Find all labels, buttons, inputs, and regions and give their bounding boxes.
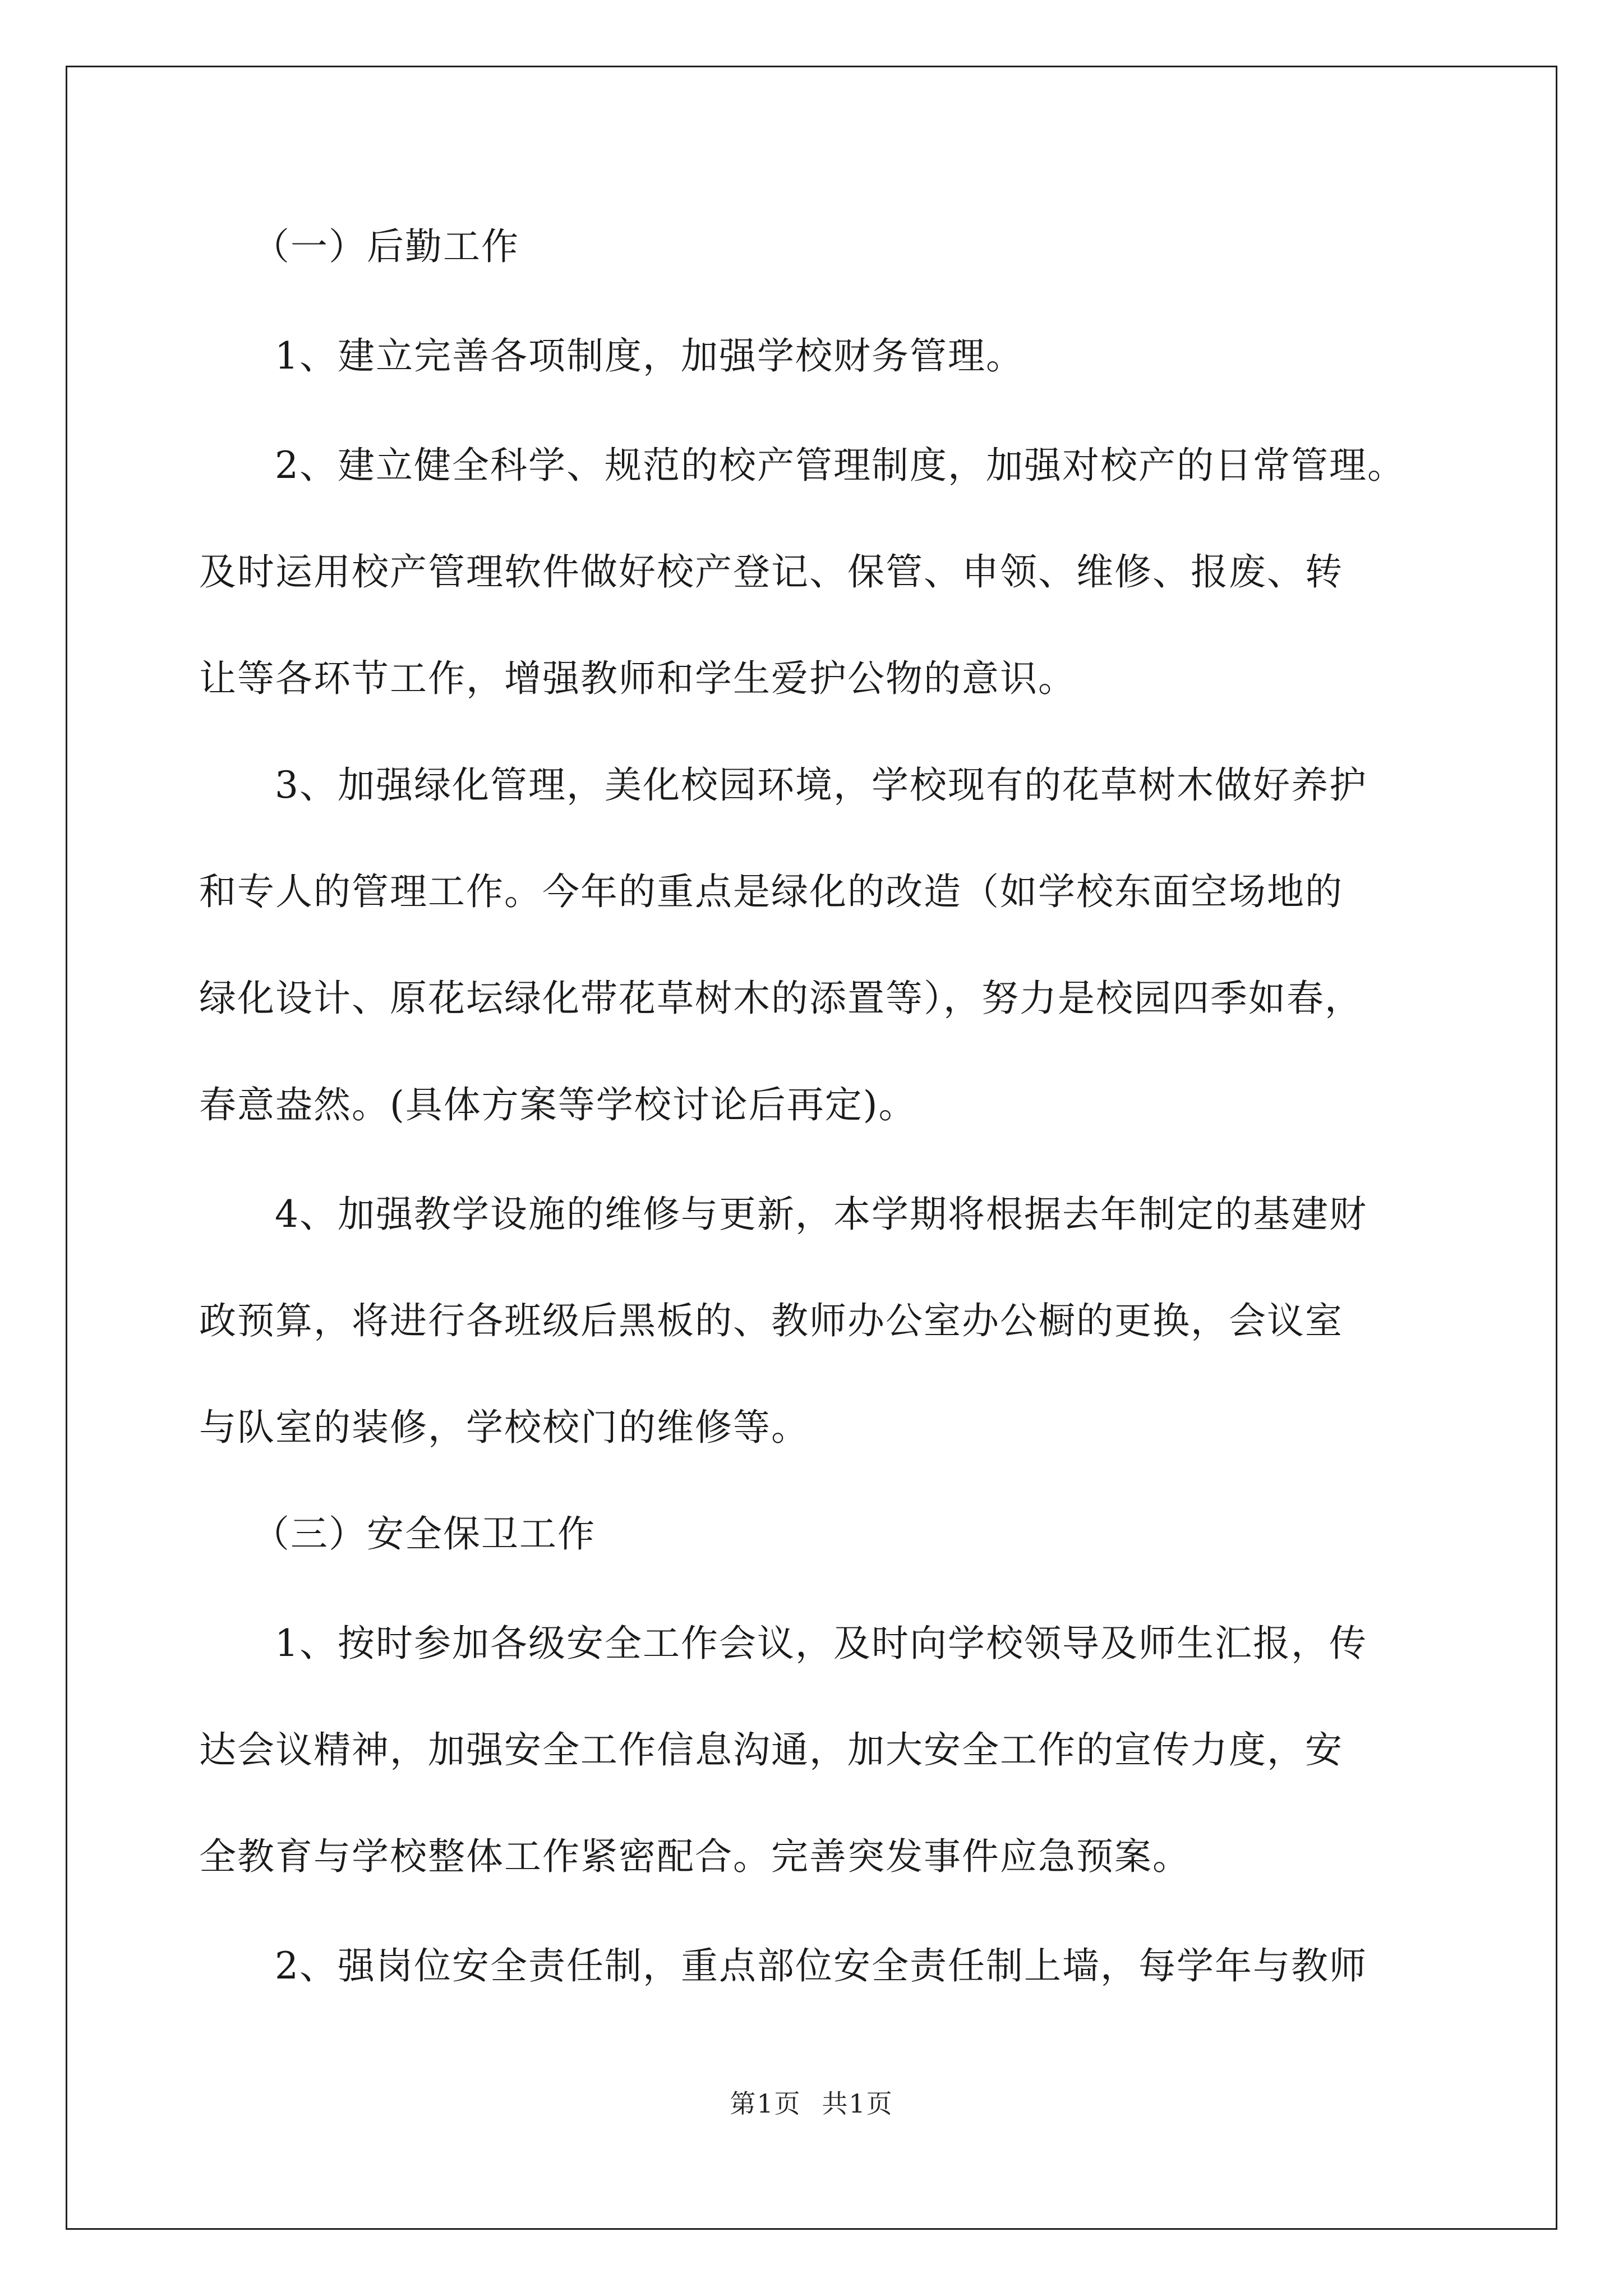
paragraph-line: 达会议精神，加强安全工作信息沟通，加大安全工作的宣传力度，安	[199, 1728, 1343, 1772]
paragraph-line: 与队室的装修，学校校门的维修等。	[199, 1406, 809, 1449]
page-number: 第1页	[730, 2088, 801, 2119]
paragraph-line: 1、建立完善各项制度，加强学校财务管理。	[275, 334, 1024, 378]
page-total: 共1页	[822, 2088, 893, 2119]
paragraph-line: 绿化设计、原花坛绿化带花草树木的添置等），努力是校园四季如春，	[199, 977, 1363, 1020]
section-heading-logistics: （一）后勤工作	[252, 225, 519, 268]
paragraph-line: 2、建立健全科学、规范的校产管理制度，加强对校产的日常管理。	[275, 444, 1405, 487]
page-footer	[0, 2087, 1623, 2120]
paragraph-line: 和专人的管理工作。今年的重点是绿化的改造（如学校东面空场地的	[199, 870, 1343, 913]
section-heading-security: （三）安全保卫工作	[252, 1512, 596, 1556]
paragraph-line: 全教育与学校整体工作紧密配合。完善突发事件应急预案。	[199, 1835, 1191, 1878]
paragraph-line: 春意盎然。(具体方案等学校讨论后再定)。	[199, 1083, 917, 1126]
paragraph-line: 政预算，将进行各班级后黑板的、教师办公室办公橱的更换，会议室	[199, 1299, 1343, 1342]
paragraph-line: 让等各环节工作，增强教师和学生爱护公物的意识。	[199, 657, 1076, 700]
paragraph-line: 4、加强教学设施的维修与更新，本学期将根据去年制定的基建财	[275, 1193, 1367, 1236]
paragraph-line: 3、加强绿化管理，美化校园环境，学校现有的花草树木做好养护	[275, 763, 1367, 807]
paragraph-line: 2、强岗位安全责任制，重点部位安全责任制上墙，每学年与教师	[275, 1944, 1367, 1987]
paragraph-line: 及时运用校产管理软件做好校产登记、保管、申领、维修、报废、转	[199, 550, 1343, 593]
paragraph-line: 1、按时参加各级安全工作会议，及时向学校领导及师生汇报，传	[275, 1622, 1367, 1665]
